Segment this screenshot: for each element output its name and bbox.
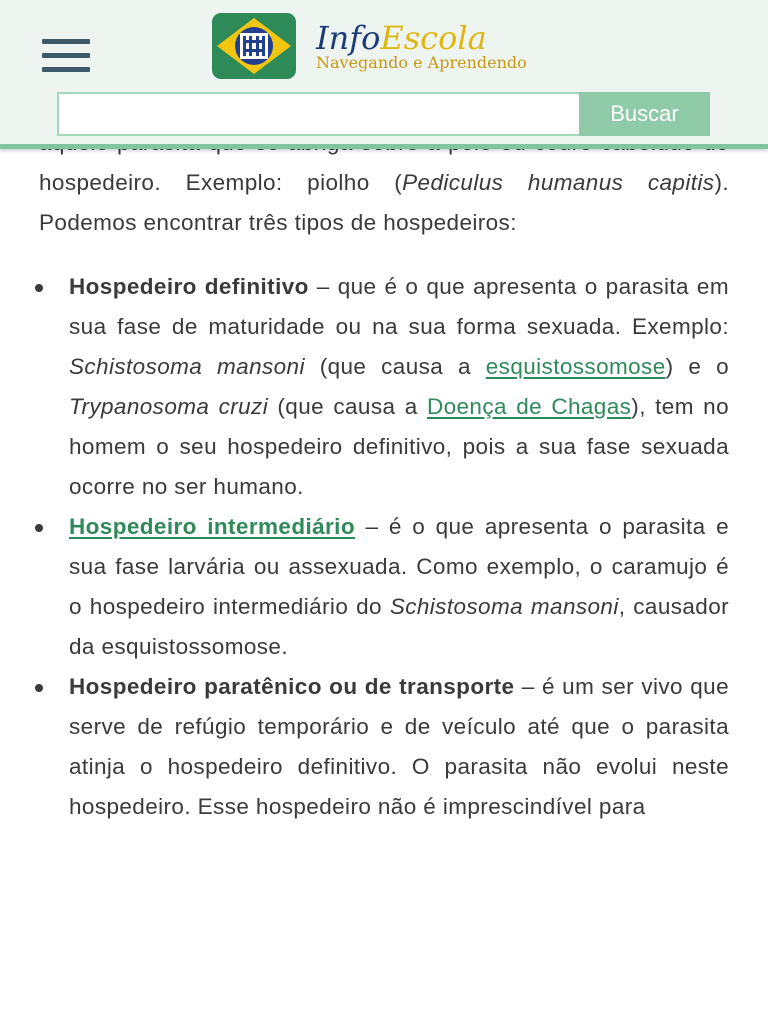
item-text: – é o que apresenta o parasita e sua fase larvária ou assexuada. Como exemplo, o caramujo é o hospedeiro intermediário do [69, 514, 729, 619]
item-text: ), tem no homem o seu hospedeiro definitivo, pois a sua fase sexuada ocorre no ser humano. [69, 394, 729, 499]
item-text: (que causa a [268, 394, 427, 419]
host-types-list [39, 267, 729, 827]
term-heading: Hospedeiro definitivo [69, 274, 309, 299]
species-name: Pediculus humanus capitis [402, 170, 715, 195]
species-name: Schistosoma mansoni [389, 594, 619, 619]
logo-title [316, 21, 487, 55]
item-text: , causador da esquistossomose. [69, 594, 730, 659]
link-doenca-de-chagas[interactable]: Doença de Chagas [426, 394, 632, 419]
bullet-icon [35, 684, 43, 692]
menu-bar [42, 67, 90, 72]
species-name: Trypanosoma cruzi [69, 394, 269, 419]
intro-text: ). Podemos encontrar três tipos de hospedeiros: [39, 170, 729, 235]
bullet-icon [35, 284, 43, 292]
link-esquistossomose[interactable]: esquistossomose [485, 354, 666, 379]
logo-badge-icon [212, 13, 296, 79]
intro-text: hospedeiro. Exemplo: piolho ( [39, 170, 403, 195]
species-name: Schistosoma mansoni [69, 354, 305, 379]
logo-tagline: Navegando e Aprendendo [316, 53, 527, 72]
item-text: – é um ser vivo que serve de refúgio temporário e de veículo até que o parasita atinja o hospedeiro definitivo. O parasita não evolui neste hospedeiro. Esse hospedeiro não é imprescindível para [69, 674, 729, 819]
term-heading: Hospedeiro paratênico ou de transporte [69, 674, 515, 699]
site-logo[interactable] [212, 13, 557, 79]
site-header [0, 0, 768, 144]
menu-bar [42, 53, 90, 58]
list-item [39, 507, 729, 667]
item-text: ) e o [665, 354, 729, 379]
search-input[interactable] [57, 92, 599, 136]
logo-title-escola: Escola [380, 19, 487, 57]
bullet-icon [35, 524, 43, 532]
item-text: (que causa a [304, 354, 486, 379]
header-divider [0, 144, 768, 149]
search-button[interactable]: Buscar [579, 92, 710, 136]
list-item [39, 667, 729, 827]
menu-bar [42, 39, 90, 44]
item-text: – que é o que apresenta o parasita em sua fase de maturidade ou na sua forma sexuada. Exemplo: [69, 274, 729, 339]
logo-title-info: Info [316, 19, 381, 57]
hamburger-menu-icon[interactable] [40, 36, 92, 76]
article-body [39, 123, 729, 827]
link-hospedeiro-intermediario[interactable]: Hospedeiro intermediário [69, 514, 355, 539]
list-item [39, 267, 729, 507]
